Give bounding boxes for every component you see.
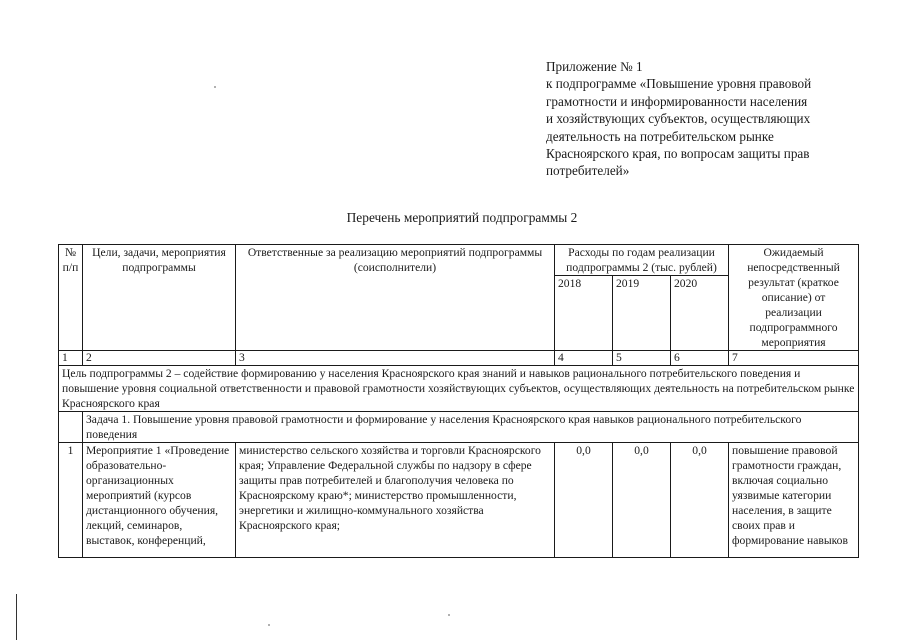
task-row xyxy=(59,412,859,443)
appendix-heading: Приложение № 1 xyxy=(546,59,643,74)
header-expenses: Расходы по годам реализации подпрограммы 2 (тыс. рублей) xyxy=(555,245,729,276)
header-year: 2020 xyxy=(671,276,729,351)
appendix-line: Красноярского края, по вопросам защиты прав xyxy=(546,146,810,162)
header-responsible: Ответственные за реализацию мероприятий подпрограммы (соисполнители) xyxy=(236,245,555,351)
column-number: 3 xyxy=(236,351,555,366)
appendix-line: грамотности и информированности населения xyxy=(546,93,808,109)
header-num: № п/п xyxy=(59,245,83,351)
scan-speck xyxy=(448,614,450,616)
goal-text: Цель подпрограммы 2 – содействие формированию у населения Красноярского края знаний и навыков рационального потребительского поведения и повышение уровня социальной ответственности и правовой грамотности хозяйствующих субъектов, осуществляющих деятельность на потребительском рынке Красноярского края xyxy=(59,366,859,412)
column-number: 6 xyxy=(671,351,729,366)
row-result: повышение правовой грамотности граждан, включая социально уязвимые категории населения, в защите своих прав и формирование навыков xyxy=(729,443,859,558)
column-number: 7 xyxy=(729,351,859,366)
document-title: Перечень мероприятий подпрограммы 2 xyxy=(346,210,578,225)
scan-speck xyxy=(268,624,270,626)
header-row xyxy=(59,245,859,276)
row-expense-2019: 0,0 xyxy=(613,443,671,558)
row-activity: Мероприятие 1 «Проведение образовательно-организационных мероприятий (курсов дистанционного обучения, лекций, семинаров, выставок, конференций, xyxy=(83,443,236,558)
row-responsible: министерство сельского хозяйства и торговли Красноярского края; Управление Федеральной службы по надзору в сфере защиты прав потребителей и благополучия человека по Красноярскому краю*; министерство промышленности, энергетики и жилищно-коммунального хозяйства Красноярского края; xyxy=(236,443,555,558)
header-year: 2019 xyxy=(613,276,671,351)
header-result: Ожидаемый непосредственный результат (краткое описание) от реализации подпрограммного мероприятия xyxy=(729,245,859,351)
table-row xyxy=(59,443,859,558)
column-number: 5 xyxy=(613,351,671,366)
task-text: Задача 1. Повышение уровня правовой грамотности и формирование у населения Красноярского края навыков рационального потребительского поведения xyxy=(83,412,859,443)
appendix-block xyxy=(546,58,856,180)
appendix-line: к подпрограмме «Повышение уровня правовой xyxy=(546,76,812,92)
header-goals: Цели, задачи, мероприятия подпрограммы xyxy=(83,245,236,351)
header-year: 2018 xyxy=(555,276,613,351)
scan-speck xyxy=(214,86,216,88)
goal-row xyxy=(59,366,859,412)
column-number: 2 xyxy=(83,351,236,366)
appendix-line: деятельность на потребительском рынке xyxy=(546,128,774,144)
column-number: 4 xyxy=(555,351,613,366)
scan-margin-mark xyxy=(16,594,17,640)
row-expense-2020: 0,0 xyxy=(671,443,729,558)
appendix-line: потребителей» xyxy=(546,163,630,179)
activities-table xyxy=(58,244,859,558)
appendix-line: и хозяйствующих субъектов, осуществляющих xyxy=(546,111,811,127)
column-number: 1 xyxy=(59,351,83,366)
row-num: 1 xyxy=(59,443,83,558)
column-number-row xyxy=(59,351,859,366)
row-expense-2018: 0,0 xyxy=(555,443,613,558)
task-empty-cell xyxy=(59,412,83,443)
